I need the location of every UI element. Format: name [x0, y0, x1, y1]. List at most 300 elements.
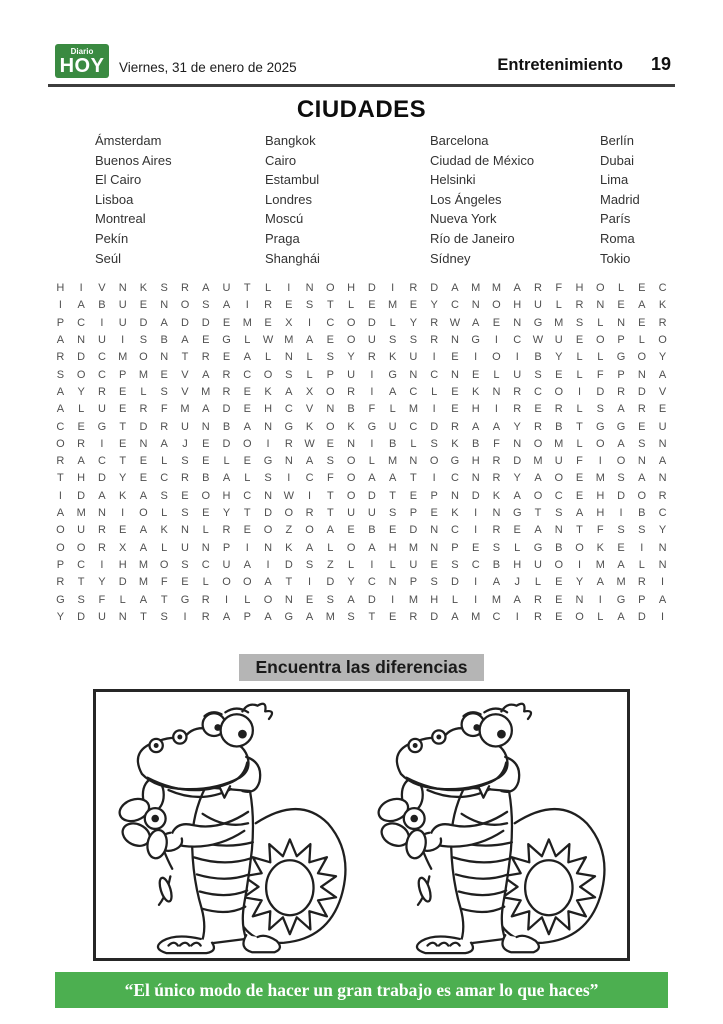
grid-letter: A: [139, 524, 148, 537]
grid-letter: D: [139, 420, 148, 433]
grid-letter: M: [242, 316, 252, 329]
city-item: Moscú: [265, 211, 304, 227]
grid-letter: U: [409, 558, 418, 571]
city-column: [600, 131, 678, 268]
grid-letter: D: [430, 282, 439, 295]
grid-letter: D: [450, 576, 459, 589]
grid-letter: S: [347, 610, 355, 623]
grid-letter: Y: [347, 351, 355, 364]
grid-letter: G: [388, 368, 397, 381]
grid-letter: L: [306, 368, 313, 381]
grid-letter: E: [119, 524, 127, 537]
grid-letter: E: [617, 299, 625, 312]
grid-row: [50, 369, 673, 386]
grid-letter: E: [638, 316, 646, 329]
grid-letter: I: [474, 524, 478, 537]
grid-letter: B: [347, 403, 355, 416]
city-item: Ámsterdam: [95, 133, 162, 148]
grid-letter: O: [596, 282, 605, 295]
grid-letter: G: [512, 507, 522, 520]
grid-letter: E: [658, 403, 667, 416]
grid-letter: N: [139, 437, 148, 450]
grid-letter: I: [598, 455, 602, 468]
grid-row: [50, 524, 673, 541]
grid-letter: R: [181, 472, 189, 485]
grid-letter: H: [56, 282, 65, 295]
grid-letter: R: [367, 351, 376, 364]
grid-letter: L: [493, 368, 500, 381]
grid-letter: L: [244, 334, 251, 347]
grid-letter: T: [243, 507, 251, 520]
grid-letter: M: [408, 403, 418, 416]
grid-letter: U: [554, 334, 563, 347]
grid-letter: A: [617, 437, 625, 450]
grid-letter: S: [160, 282, 168, 295]
grid-letter: E: [575, 472, 584, 485]
grid-letter: E: [139, 299, 148, 312]
grid-letter: C: [77, 316, 86, 329]
grid-letter: H: [575, 282, 584, 295]
grid-row: [50, 472, 673, 489]
grid-letter: U: [181, 420, 189, 433]
grid-row: [50, 576, 673, 593]
grid-letter: E: [513, 524, 521, 537]
grid-letter: T: [410, 472, 417, 485]
grid-letter: O: [242, 437, 252, 450]
grid-letter: H: [77, 472, 86, 485]
grid-letter: E: [222, 316, 231, 329]
grid-letter: H: [264, 403, 273, 416]
city-item: Nueva York: [430, 211, 497, 227]
grid-letter: N: [658, 541, 667, 554]
grid-letter: R: [264, 299, 273, 312]
grid-letter: A: [451, 610, 459, 623]
grid-letter: N: [471, 472, 480, 485]
grid-letter: R: [97, 385, 106, 398]
grid-letter: N: [513, 316, 522, 329]
grid-letter: D: [637, 610, 646, 623]
grid-row: [50, 421, 673, 438]
grid-letter: E: [243, 403, 251, 416]
grid-letter: A: [243, 351, 251, 364]
grid-letter: A: [56, 334, 65, 347]
grid-letter: L: [78, 403, 85, 416]
grid-letter: C: [554, 489, 563, 502]
grid-letter: G: [222, 334, 231, 347]
grid-letter: G: [284, 420, 294, 433]
grid-letter: K: [451, 437, 459, 450]
grid-letter: Y: [409, 316, 418, 329]
grid-letter: L: [514, 541, 521, 554]
grid-letter: H: [347, 282, 356, 295]
grid-letter: D: [617, 489, 626, 502]
logo-top-text: Diario: [70, 47, 94, 56]
grid-letter: I: [577, 558, 582, 571]
grid-letter: N: [450, 334, 459, 347]
grid-letter: P: [56, 558, 65, 571]
grid-letter: D: [77, 489, 86, 502]
grid-letter: R: [617, 385, 626, 398]
grid-letter: A: [513, 489, 521, 502]
grid-letter: T: [326, 299, 334, 312]
grid-letter: V: [305, 403, 314, 416]
grid-letter: G: [533, 316, 543, 329]
grid-letter: I: [245, 299, 249, 312]
header-right: [497, 54, 671, 78]
city-item: Londres: [265, 191, 312, 207]
grid-letter: D: [222, 403, 231, 416]
grid-letter: N: [471, 299, 480, 312]
grid-letter: Y: [513, 472, 521, 485]
grid-row: [50, 507, 673, 524]
page-header: [0, 0, 723, 78]
grid-letter: E: [451, 403, 459, 416]
city-item: Río de Janeiro: [430, 230, 515, 246]
grid-letter: S: [534, 368, 542, 381]
grid-letter: N: [637, 368, 646, 381]
grid-letter: M: [616, 576, 626, 589]
grid-letter: U: [367, 507, 376, 520]
grid-row: [50, 438, 673, 455]
grid-letter: B: [472, 437, 480, 450]
grid-letter: O: [492, 299, 501, 312]
grid-letter: H: [471, 455, 480, 468]
grid-letter: A: [77, 299, 85, 312]
grid-letter: B: [492, 558, 501, 571]
grid-letter: C: [430, 368, 439, 381]
grid-letter: E: [202, 455, 210, 468]
grid-letter: T: [285, 576, 293, 589]
grid-letter: M: [595, 472, 605, 485]
quote-banner: “El único modo de hacer un gran trabajo es amar lo que haces”: [55, 972, 668, 1008]
grid-letter: L: [576, 351, 583, 364]
differences-header: [0, 654, 723, 681]
grid-letter: S: [555, 507, 563, 520]
grid-letter: D: [139, 316, 148, 329]
grid-letter: A: [451, 282, 459, 295]
grid-letter: N: [658, 472, 667, 485]
grid-letter: R: [222, 385, 231, 398]
grid-letter: S: [160, 385, 168, 398]
grid-letter: E: [388, 610, 397, 623]
grid-letter: O: [180, 299, 190, 312]
grid-letter: U: [513, 368, 522, 381]
grid-letter: B: [160, 334, 168, 347]
section-title: Entretenimiento: [497, 56, 623, 74]
grid-letter: L: [597, 610, 604, 623]
grid-letter: R: [430, 316, 439, 329]
grid-letter: R: [492, 472, 501, 485]
grid-letter: F: [596, 524, 604, 537]
grid-letter: E: [305, 593, 314, 606]
city-item: Montreal: [95, 211, 146, 227]
grid-letter: N: [284, 351, 293, 364]
grid-letter: O: [56, 541, 65, 554]
grid-letter: E: [202, 437, 210, 450]
grid-letter: I: [494, 403, 498, 416]
grid-row: [50, 403, 673, 420]
grid-letter: I: [661, 576, 665, 589]
city-column: [430, 131, 600, 268]
grid-letter: F: [160, 576, 168, 589]
grid-letter: L: [389, 403, 396, 416]
grid-letter: R: [56, 576, 65, 589]
grid-letter: I: [619, 507, 623, 520]
grid-letter: E: [243, 524, 251, 537]
grid-letter: R: [534, 282, 542, 295]
grid-letter: V: [98, 282, 106, 295]
grid-letter: M: [595, 558, 605, 571]
grid-letter: M: [471, 610, 481, 623]
grid-letter: H: [388, 541, 397, 554]
grid-letter: D: [367, 316, 376, 329]
grid-letter: D: [409, 524, 418, 537]
grid-letter: F: [98, 593, 106, 606]
grid-letter: O: [596, 437, 605, 450]
grid-letter: G: [533, 541, 543, 554]
grid-letter: I: [266, 437, 270, 450]
grid-letter: U: [222, 558, 231, 571]
grid-letter: I: [474, 351, 478, 364]
city-item: Bangkok: [265, 133, 316, 148]
grid-letter: A: [77, 455, 85, 468]
grid-letter: I: [58, 489, 62, 502]
grid-letter: I: [370, 558, 374, 571]
grid-letter: B: [638, 507, 646, 520]
city-item: Pekín: [95, 230, 129, 246]
grid-letter: E: [388, 524, 397, 537]
grid-letter: E: [202, 507, 210, 520]
grid-letter: S: [492, 541, 501, 554]
grid-letter: H: [596, 507, 605, 520]
grid-letter: O: [575, 610, 584, 623]
grid-letter: E: [181, 576, 189, 589]
grid-letter: Y: [658, 351, 667, 364]
grid-letter: K: [119, 489, 127, 502]
grid-letter: A: [139, 541, 148, 554]
grid-letter: I: [100, 437, 104, 450]
grid-letter: O: [56, 437, 65, 450]
city-item: Berlín: [600, 133, 634, 148]
city-item: Lima: [600, 172, 629, 188]
grid-letter: R: [347, 385, 356, 398]
grid-letter: N: [160, 351, 169, 364]
grid-letter: O: [346, 334, 356, 347]
grid-letter: C: [326, 316, 335, 329]
grid-letter: A: [658, 368, 667, 381]
grid-letter: R: [534, 420, 542, 433]
grid-letter: P: [409, 507, 418, 520]
grid-letter: A: [388, 472, 397, 485]
grid-letter: D: [77, 610, 86, 623]
grid-letter: E: [430, 507, 438, 520]
grid-letter: O: [284, 507, 294, 520]
grid-letter: R: [430, 334, 439, 347]
grid-letter: A: [202, 403, 210, 416]
grid-letter: R: [637, 576, 646, 589]
grid-letter: I: [224, 593, 229, 606]
grid-row: [50, 351, 673, 368]
grid-letter: I: [121, 334, 125, 347]
grid-letter: H: [513, 558, 522, 571]
grid-letter: S: [326, 455, 334, 468]
grid-letter: S: [596, 403, 604, 416]
grid-letter: O: [263, 368, 273, 381]
grid-letter: E: [555, 576, 563, 589]
grid-letter: R: [534, 610, 542, 623]
grid-letter: R: [222, 524, 231, 537]
grid-letter: F: [368, 403, 376, 416]
city-item: Praga: [265, 230, 300, 246]
grid-letter: L: [264, 351, 272, 364]
grid-letter: A: [513, 593, 521, 606]
grid-letter: P: [326, 368, 334, 381]
grid-letter: F: [160, 403, 168, 416]
grid-letter: R: [201, 351, 210, 364]
grid-letter: A: [202, 282, 210, 295]
grid-letter: D: [367, 282, 376, 295]
grid-letter: B: [534, 351, 542, 364]
grid-letter: S: [181, 558, 189, 571]
grid-letter: R: [658, 316, 667, 329]
grid-letter: T: [326, 489, 334, 502]
grid-letter: L: [202, 576, 209, 589]
grid-letter: N: [388, 576, 397, 589]
grid-letter: O: [554, 472, 564, 485]
grid-letter: A: [368, 472, 376, 485]
grid-letter: K: [305, 420, 314, 433]
grid-letter: W: [283, 489, 294, 502]
grid-letter: C: [658, 282, 667, 295]
grid-letter: N: [118, 610, 127, 623]
grid-row: [50, 559, 673, 576]
grid-letter: N: [284, 455, 293, 468]
grid-letter: E: [243, 385, 251, 398]
grid-letter: M: [138, 558, 149, 571]
grid-letter: A: [264, 610, 272, 623]
grid-letter: H: [513, 299, 522, 312]
grid-letter: C: [97, 455, 106, 468]
grid-letter: M: [408, 593, 418, 606]
city-item: Shanghái: [265, 250, 320, 266]
grid-letter: N: [637, 455, 646, 468]
grid-letter: O: [346, 472, 356, 485]
grid-letter: G: [616, 420, 626, 433]
grid-letter: E: [472, 541, 480, 554]
grid-letter: U: [97, 334, 106, 347]
grid-row: [50, 299, 673, 316]
grid-letter: K: [596, 541, 604, 554]
grid-letter: A: [202, 368, 210, 381]
grid-letter: O: [222, 576, 231, 589]
grid-letter: A: [534, 472, 542, 485]
grid-letter: S: [638, 524, 646, 537]
grid-letter: Y: [347, 576, 355, 589]
grid-letter: G: [263, 455, 273, 468]
grid-letter: L: [597, 316, 604, 329]
grid-letter: A: [347, 593, 355, 606]
grid-letter: R: [222, 368, 231, 381]
grid-letter: L: [555, 299, 562, 312]
grid-letter: O: [76, 368, 86, 381]
grid-letter: E: [139, 472, 148, 485]
grid-row: [50, 334, 673, 351]
grid-letter: N: [430, 541, 439, 554]
grid-letter: I: [432, 351, 436, 364]
grid-letter: E: [181, 489, 189, 502]
grid-letter: D: [367, 489, 376, 502]
grid-letter: Y: [98, 576, 106, 589]
grid-letter: L: [140, 385, 147, 398]
grid-letter: O: [326, 385, 335, 398]
grid-letter: D: [284, 558, 293, 571]
grid-letter: N: [264, 420, 273, 433]
grid-letter: R: [201, 593, 210, 606]
grid-letter: G: [56, 593, 65, 606]
grid-letter: O: [159, 558, 169, 571]
grid-letter: H: [222, 489, 231, 502]
grid-letter: D: [637, 385, 646, 398]
grid-letter: R: [513, 385, 522, 398]
grid-letter: O: [533, 437, 543, 450]
grid-letter: E: [451, 385, 459, 398]
grid-letter: R: [305, 507, 314, 520]
grid-letter: C: [450, 299, 459, 312]
grid-letter: S: [430, 576, 438, 589]
grid-letter: G: [180, 593, 190, 606]
grid-letter: T: [57, 472, 64, 485]
grid-letter: I: [308, 316, 312, 329]
grid-letter: Y: [56, 610, 65, 623]
grid-letter: O: [346, 316, 356, 329]
grid-letter: D: [430, 420, 439, 433]
grid-letter: L: [597, 351, 604, 364]
grid-letter: S: [430, 437, 438, 450]
grid-letter: I: [640, 541, 644, 554]
grid-letter: O: [554, 385, 564, 398]
grid-letter: S: [202, 299, 210, 312]
grid-letter: R: [658, 489, 667, 502]
differences-image-box: [93, 689, 630, 961]
grid-letter: C: [97, 368, 106, 381]
grid-letter: L: [161, 455, 168, 468]
grid-letter: E: [617, 541, 625, 554]
grid-letter: O: [616, 455, 626, 468]
city-item: Lisboa: [95, 191, 134, 207]
grid-letter: L: [348, 299, 355, 312]
grid-letter: O: [596, 334, 605, 347]
grid-letter: D: [367, 593, 376, 606]
grid-letter: R: [637, 403, 646, 416]
grid-letter: Y: [555, 351, 563, 364]
grid-letter: G: [367, 420, 377, 433]
grid-letter: S: [305, 299, 314, 312]
grid-letter: M: [138, 368, 149, 381]
grid-letter: T: [389, 489, 396, 502]
grid-letter: A: [243, 420, 251, 433]
grid-letter: J: [514, 576, 520, 589]
grid-letter: O: [575, 541, 584, 554]
grid-letter: L: [576, 403, 583, 416]
grid-letter: L: [638, 558, 645, 571]
grid-letter: I: [370, 437, 374, 450]
grid-letter: N: [409, 368, 418, 381]
grid-letter: L: [161, 507, 168, 520]
grid-letter: R: [97, 524, 106, 537]
grid-letter: I: [245, 541, 249, 554]
grid-letter: R: [409, 610, 418, 623]
grid-letter: A: [305, 541, 314, 554]
